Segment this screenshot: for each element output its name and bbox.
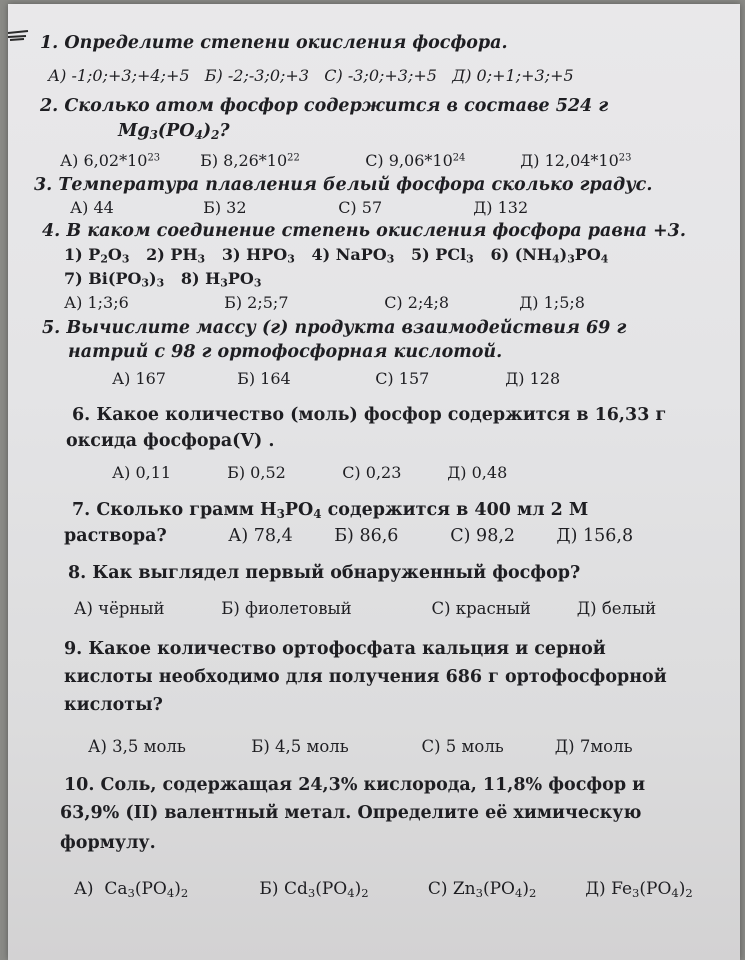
option-d: Д) белый [576, 599, 657, 618]
question-10-options [74, 878, 693, 900]
subscript: 3 [149, 127, 158, 142]
compound-1: 1) $P_2O_3$ [64, 245, 130, 266]
option-a: А) чёрный [74, 599, 165, 618]
question-6-options [112, 462, 507, 484]
question-2: 2. Сколько атом фосфор содержится в составе 524 г [40, 96, 609, 116]
question-10: 10. Соль, содержащая 24,3% кислорода, 11,8% фосфор и [64, 775, 646, 795]
option-b: Б) $8,26*10^{22}$ [200, 151, 300, 170]
option-d: Д) $Fe_3(PO_4)_2$ [585, 879, 693, 900]
option-a: А) -1;0;+3;+4;+5 [48, 66, 190, 85]
option-d: Д) 128 [505, 369, 561, 388]
option-b: Б) 86,6 [334, 526, 399, 546]
option-b: Б) 164 [237, 369, 291, 388]
option-c: С) 57 [338, 198, 383, 217]
formula-part: (PO [157, 121, 195, 141]
option-c: С) $Zn_3(PO_4)_2$ [427, 879, 537, 900]
option-d: Д) 7моль [554, 737, 633, 756]
formula-part: Mg [118, 121, 150, 141]
question-8: 8. Как выглядел первый обнаруженный фосфор? [68, 563, 581, 583]
option-c: С) 0,23 [342, 463, 402, 482]
option-b: Б) 2;5;7 [224, 293, 289, 312]
question-1-options [48, 65, 574, 87]
option-d: Д) 0;+1;+3;+5 [452, 66, 574, 85]
option-a: А) 167 [112, 369, 166, 388]
question-10-line3: формулу. [60, 833, 156, 853]
question-7-line2 [64, 525, 633, 547]
option-a: А) 78,4 [228, 526, 293, 546]
question-6: 6. Какое количество (моль) фосфор содержится в 16,33 г [72, 405, 667, 425]
question-9-line2: кислоты необходимо для получения 686 г ортофосфорной [64, 667, 667, 687]
compound-5: 5) PCl$_3$ [411, 245, 474, 266]
question-5-options [112, 368, 560, 390]
subscript: 4 [194, 127, 203, 142]
question-3: 3. Температура плавления белый фосфора сколько градус. [34, 175, 653, 195]
question-8-options [74, 598, 656, 620]
option-d: Д) $12,04*10^{23}$ [520, 151, 632, 170]
subscript: 2 [211, 127, 220, 142]
option-a: А) 44 [70, 198, 114, 217]
option-c: С) красный [431, 599, 531, 618]
option-b: Б) 0,52 [227, 463, 286, 482]
option-b: Б) $Cd_3(PO_4)_2$ [259, 879, 369, 900]
question-7-text: раствора? [64, 526, 167, 546]
question-5: 5. Вычислите массу (г) продукта взаимодействия 69 г [42, 318, 627, 338]
compound-4: 4) NaPO$_3$ [311, 245, 395, 266]
compound-8: 8) $H_3PO_3$ [180, 269, 262, 290]
question-10-line2: 63,9% (II) валентный метал. Определите её химическую [60, 803, 642, 823]
option-c: С) 5 моль [421, 737, 504, 756]
compound-3: 3) $HPO_3$ [221, 245, 295, 266]
option-c: С) 157 [375, 369, 430, 388]
question-4: 4. В каком соединение степень окисления фосфора равна +3. [42, 221, 686, 241]
option-a: А) 0,11 [112, 463, 172, 482]
question-1: 1. Определите степени окисления фосфора. [40, 33, 508, 53]
question-3-options [70, 197, 528, 219]
option-d: Д) 0,48 [447, 463, 508, 482]
compound-7: 7) $Bi(PO_3)_3$ [64, 269, 165, 290]
option-a: А) $6,02*10^{23}$ [60, 151, 161, 170]
question-4-compounds-2 [64, 268, 261, 290]
option-c: С) -3;0;+3;+5 [324, 66, 437, 85]
question-9-line3: кислоты? [64, 695, 163, 715]
option-d: Д) 156,8 [556, 526, 634, 546]
option-c: С) 98,2 [450, 526, 516, 546]
formula-part: ? [219, 121, 230, 141]
formula-part: ) [202, 121, 212, 141]
question-2-options [60, 150, 631, 172]
question-6-line2: оксида фосфора(V) . [66, 431, 275, 451]
question-5-line2: натрий с 98 г ортофосфорная кислотой. [68, 342, 503, 362]
option-c: С) 2;4;8 [384, 293, 450, 312]
option-b: Б) -2;-3;0;+3 [204, 66, 309, 85]
option-a: А) 3,5 моль [88, 737, 186, 756]
compound-6: 6) $(NH_4)_3PO_4$ [490, 245, 609, 266]
compound-2: 2) $PH_3$ [146, 245, 206, 266]
worksheet-page [8, 4, 740, 960]
option-d: Д) 132 [473, 198, 529, 217]
question-9: 9. Какое количество ортофосфата кальция и серной [64, 639, 606, 659]
question-7: 7. Сколько грамм $H_3PO_4$ содержится в 400 мл 2 М [72, 500, 589, 521]
option-a: А) $Ca_3(PO_4)_2$ [74, 879, 189, 900]
option-b: Б) фиолетовый [221, 599, 352, 618]
option-a: А) 1;3;6 [64, 293, 129, 312]
ink-mark [8, 28, 32, 42]
option-c: С) $9,06*10^{24}$ [365, 151, 466, 170]
option-b: Б) 32 [203, 198, 247, 217]
option-b: Б) 4,5 моль [251, 737, 349, 756]
question-2-formula [118, 120, 230, 142]
question-4-options [64, 292, 585, 314]
question-4-compounds [64, 244, 608, 266]
question-9-options [88, 736, 633, 758]
option-d: Д) 1;5;8 [519, 293, 585, 312]
